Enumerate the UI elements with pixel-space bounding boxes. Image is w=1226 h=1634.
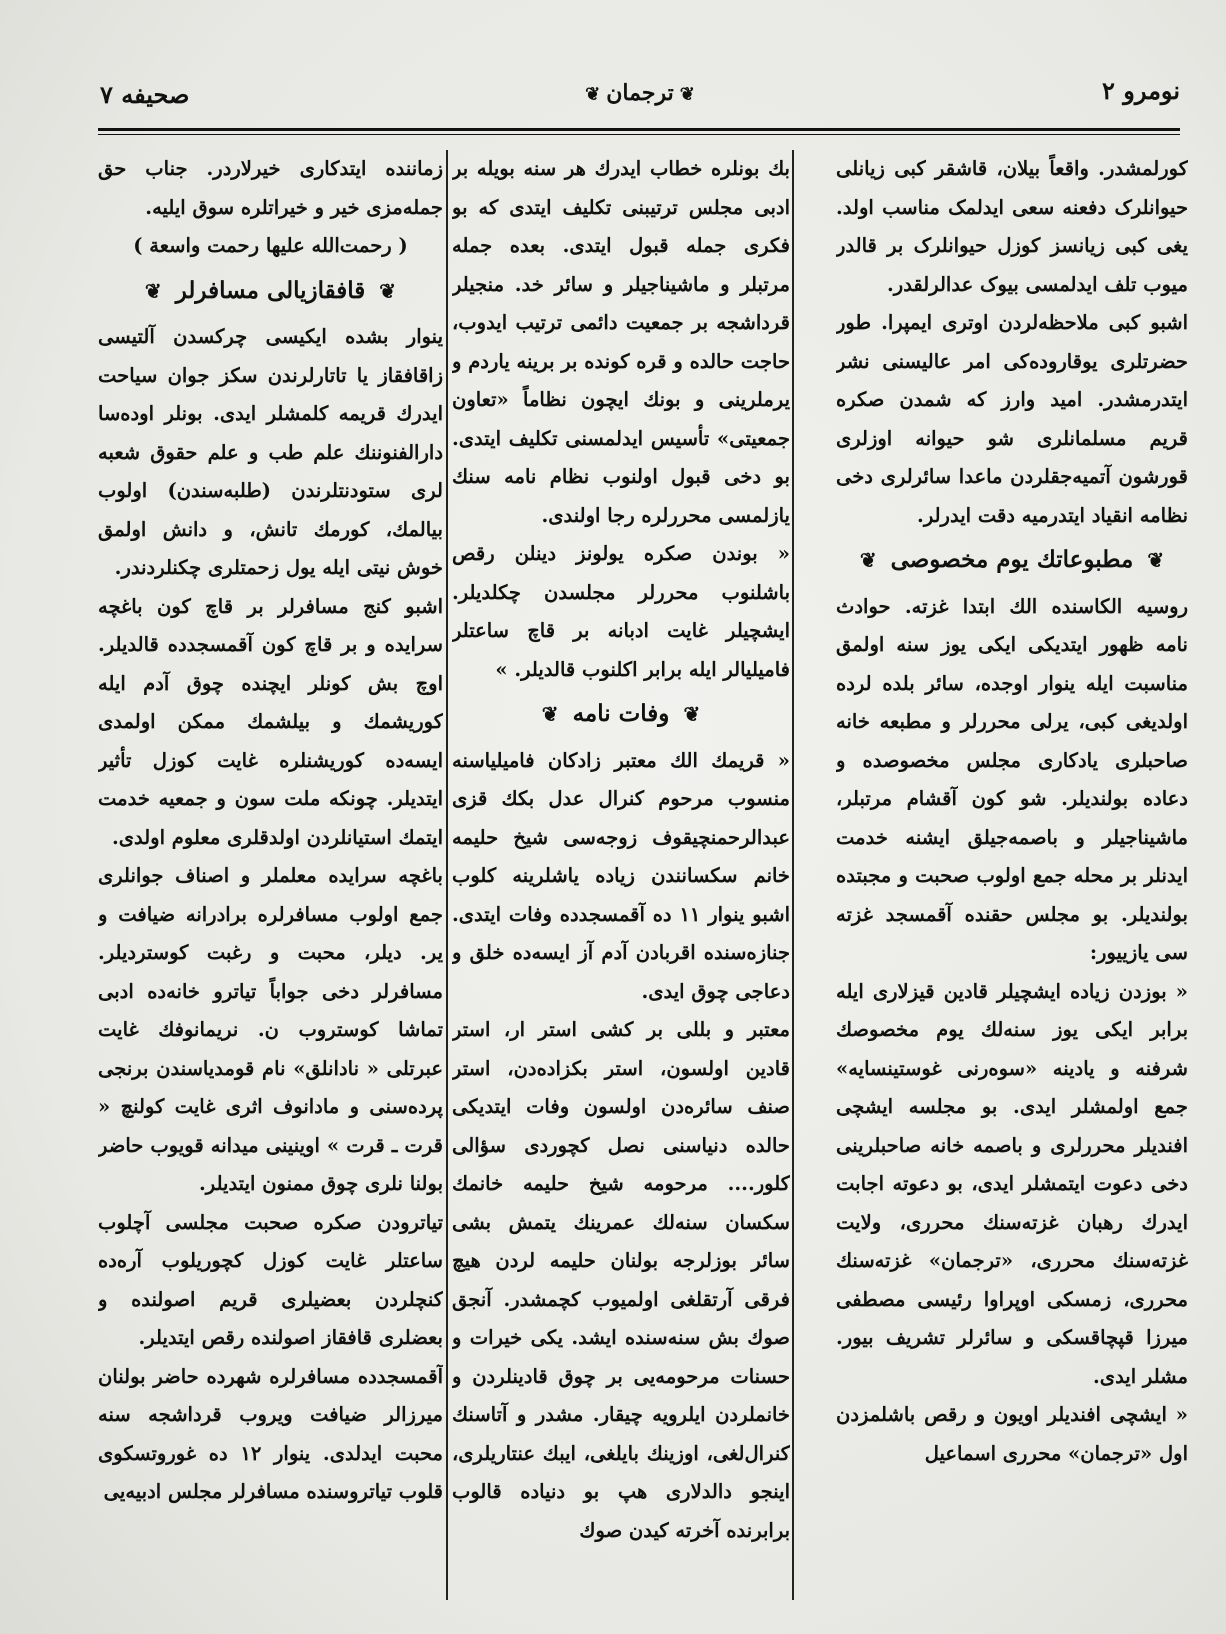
page-header: [100, 76, 1180, 126]
page-number: صحیفه ۷: [100, 80, 190, 109]
paragraph: « بوندن صکره یولونز دینلن رقص باشلنوب محررلر مجلسدن چکلدیلر. ایشچیلر غایت ادبانه بر قاچ ساعتلر فامیلیالر ایله برابر اکلنوب قالدیلر. »: [452, 542, 790, 681]
header-rule-thin: [98, 134, 1180, 135]
issue-number: نومرو ۲: [1101, 76, 1180, 105]
ornament-icon: ❦: [144, 278, 162, 303]
paragraph: کورلمشدر. واقعاً بیلان، قاشقر کبی زیانلی حیوانلرک دفعنه سعی ایدلمک مناسب اولد. یغی کبی زیانسز کوزل حیوانلرک بر قالدر میوب تلف ایدلمسی بیوک عدالرلقدر.: [836, 157, 1188, 296]
ornament-icon: ❦: [1147, 548, 1165, 572]
ornament-icon: ❦: [683, 702, 701, 726]
ornament-icon: ❦: [859, 548, 877, 572]
paragraph: « بوزدن زیاده ایشچیلر قادین قیزلاری ایله برابر ایکی یوز سنه‌لك یوم مخصوصك شرفنه و یادینه «سوەرنی غوستینسایه» جمع اولمشلر ایدی. بو مجلسه ایشچی افندیلر محررلری و باصمه خانه صاحبلرینی دخی دعوت ایتمشلر ایدی، بو دعوته اجابت ایدرك رهبان غزته‌سنك محرری، ولایت غزته‌سنك محرری، «ترجمان» غزته‌سنك محرری، زمسکی اوپراوا رئیسی مصطفی میرزا قپچاقسکی و سائرلر تشریف بیور. مشلر ایدی.: [836, 979, 1188, 1388]
paragraph: « ایشچی افندیلر اویون و رقص باشلمزدن اول «ترجمان» محرری اسماعیل: [836, 1403, 1188, 1465]
paragraph: باغچه سرایده معلملر و اصناف جوانلری جمع اولوب مسافرلره برادرانه ضیافت و یر. دیلر، محبت و رغبت کوستردیلر. مسافرلر دخی جواباً تیاترو خانه‌ده ادبی تماشا کوستروب ن. نریمانوفك غایت عبرتلی « نادانلق» نام قومدیاسندن برنجی پرده‌سنی و مادانوف اثری غایت کولنچ « قرت ـ قرت » اوینینی میدانه قویوب حاضر بولنا نلری چوق ممنون ایتدیلر.: [98, 864, 443, 1195]
column-right: [836, 150, 1188, 1590]
newspaper-title: [540, 80, 740, 106]
heading-text: مطبوعاتك یوم مخصوصی: [890, 546, 1134, 573]
section-heading-press-day: [836, 541, 1188, 580]
column-left: [98, 150, 443, 1590]
heading-text: وفات نامه: [572, 700, 670, 727]
paragraph: معتبر و بللی بر کشی استر ار، استر قادین اولسون، استر بکزاده‌دن، استر صنف سائره‌دن اولسون وفات ایتدیکی حالده دنیاسنی نصل کچوردی سؤالی کلور.... مرحومه شیخ حلیمه خانمك سکسان سنه‌لك عمرینك یتمش بشی سائر بوزلرجه بولنان حلیمه لردن هیچ فرقی آرتقلغی اولمیوب کچمشدر. آنجق صوك بش سنه‌سنده ایشد. یکی خیرات و حسنات مرحومه‌یی بر چوق قادینلردن و خانملردن ایلرویه چیقار. مشدر و آتاسنك کنرال‌لغی، اوزینك بایلغی، ایبك عنتاریلری، اینجو دالدلاری هپ بو دنیاده قالوب برابرنده آخرته کیدن صوك: [452, 1018, 790, 1542]
ornament-icon: ❦: [541, 702, 559, 726]
paragraph: ینوار بشده ایکیسی چرکسدن آلتیسی زاقافقاز یا تاتارلرندن سکز جوان سیاحت ایدرك قریمه کلمشلر ایدی. بونلر اوده‌سا دارالفنوننك علم طب و علم حقوق شعبه لری ستودنتلرندن (طلبه‌سندن) اولوب بیالمك، کورمك تانش، و دانش اولمق خوش نیتی ایله یول زحمتلری چکنلردندر.: [98, 325, 443, 579]
prayer-line: ( رحمت‌الله علیها رحمت واسعة ): [133, 234, 408, 257]
section-heading-obituary: [452, 695, 790, 734]
paragraph: اشبو کبی ملاحظه‌لردن اوتری ایمپرا. طور حضرتلری یوقاروده‌کی امر عالیسنی نشر ایتدرمشدر. امید وارز که شمدن صکره قریم مسلمانلری شو حیوانه اوزلری قورشون آتمیه‌جقلردن ماعدا سائرلری دخی نظامه انقیاد ایتدرمیه دقت ایدرلر.: [836, 311, 1188, 527]
paragraph: آقمسجدده مسافرلره شهرده حاضر بولنان میرزالر ضیافت ویروب قرداشجه سنه محبت ایدلدی. ینوار ۱۲ ده غوروتسکوی قلوب تیاتروسنده مسافرلر مجلس ادبیه‌یی: [98, 1364, 443, 1503]
column-divider: [792, 150, 794, 1600]
paragraph: اشبو کنج مسافرلر بر قاچ کون باغچه سرایده و بر قاچ کون آقمسجدده قالدیلر. اوچ بش کونلر ایچنده چوق آدم ایله کوریشمك و بیلشمك ممکن اولمدی ایسه‌ده کوریشنلره غایت کوزل تأثیر ایتدیلر. چونکه ملت سون و جمعیه خدمت ایتمك استیانلردن اولدقلری معلوم اولدی.: [98, 594, 443, 849]
paragraph: روسیه الکاسنده الك ابتدا غزته. حوادث نامه ظهور ایتدیکی ایکی یوز سنه اولمق مناسبت ایله ینوار اوجده، سائر بلده لرده اولدیغی کبی، یرلی محررلر و مطبعه خانه صاحبلری یادکاری مجلس مخصوصده و دعاده بولندیلر. شو کون آقشام مرتبلر، ماشیناجیلر و باصمه‌جیلق ایشنه خدمت ایدنلر بر محله جمع اولوب صحبت و مجبتده بولندیلر. بو مجلس حقنده آقمسجد غزته سی یازییور:: [836, 594, 1188, 964]
paragraph: تیاترودن صکره صحبت مجلسی آچلوب ساعتلر غایت کوزل کچوریلوب آره‌ده کنچلردن بعضیلری قریم اصولنده و بعضلری قافقاز اصولنده رقص ایتدیلر.: [98, 1210, 443, 1349]
newspaper-title-text: ترجمان: [606, 80, 674, 106]
paragraph: بك بونلره خطاب ایدرك هر سنه بویله بر ادبی مجلس ترتیبنی تکلیف ایتدی كه بو فكری جمله قبول ایتدی. بعده جمله مرتبلر و ماشیناجیلر و سائر خد. منجیلر قرداشجه بر جمعیت دائمی ترتیب ایدوب، حاجت حالده و قره کونده بر برینه یاردم و یرملرینی و بونك ایچون نظاماً «تعاون جمعیتی» تأسیس ایدلمسنی تکلیف ایتدی. بو دخی قبول اولنوب نظام نامه سنك یازلمسی محررلره رجا اولندی.: [452, 157, 790, 527]
ornament-icon: ❦: [679, 84, 695, 105]
header-rule: [98, 128, 1180, 131]
paragraph: « قریمك الك معتبر زادکان فامیلیاسنه منسوب مرحوم کنرال عدل بکك قزی عبدالرحمنچیقوف زوجه‌سی شیخ حلیمه خانم سکسانندن زیاده یاشلرینه کلوب اشبو ینوار ۱۱ ده آقمسجدده وفات ایتدی. جنازه‌سنده اقربادن آدم آز ایسه‌ده خلق و دعاجی چوق ایدی.: [452, 748, 790, 1003]
section-heading-caucasian-guests: [98, 272, 443, 311]
column-divider: [446, 150, 448, 1600]
heading-text: قافقازیالی مسافرلر: [175, 276, 366, 304]
ornament-icon: ❦: [585, 84, 601, 105]
paragraph: زماننده ایتدکاری خیرلاردر. جناب حق جمله‌مزی خیر و خیراتلره سوق ایلیه.: [98, 157, 443, 219]
column-middle: [452, 150, 790, 1590]
ornament-icon: ❦: [379, 278, 397, 303]
